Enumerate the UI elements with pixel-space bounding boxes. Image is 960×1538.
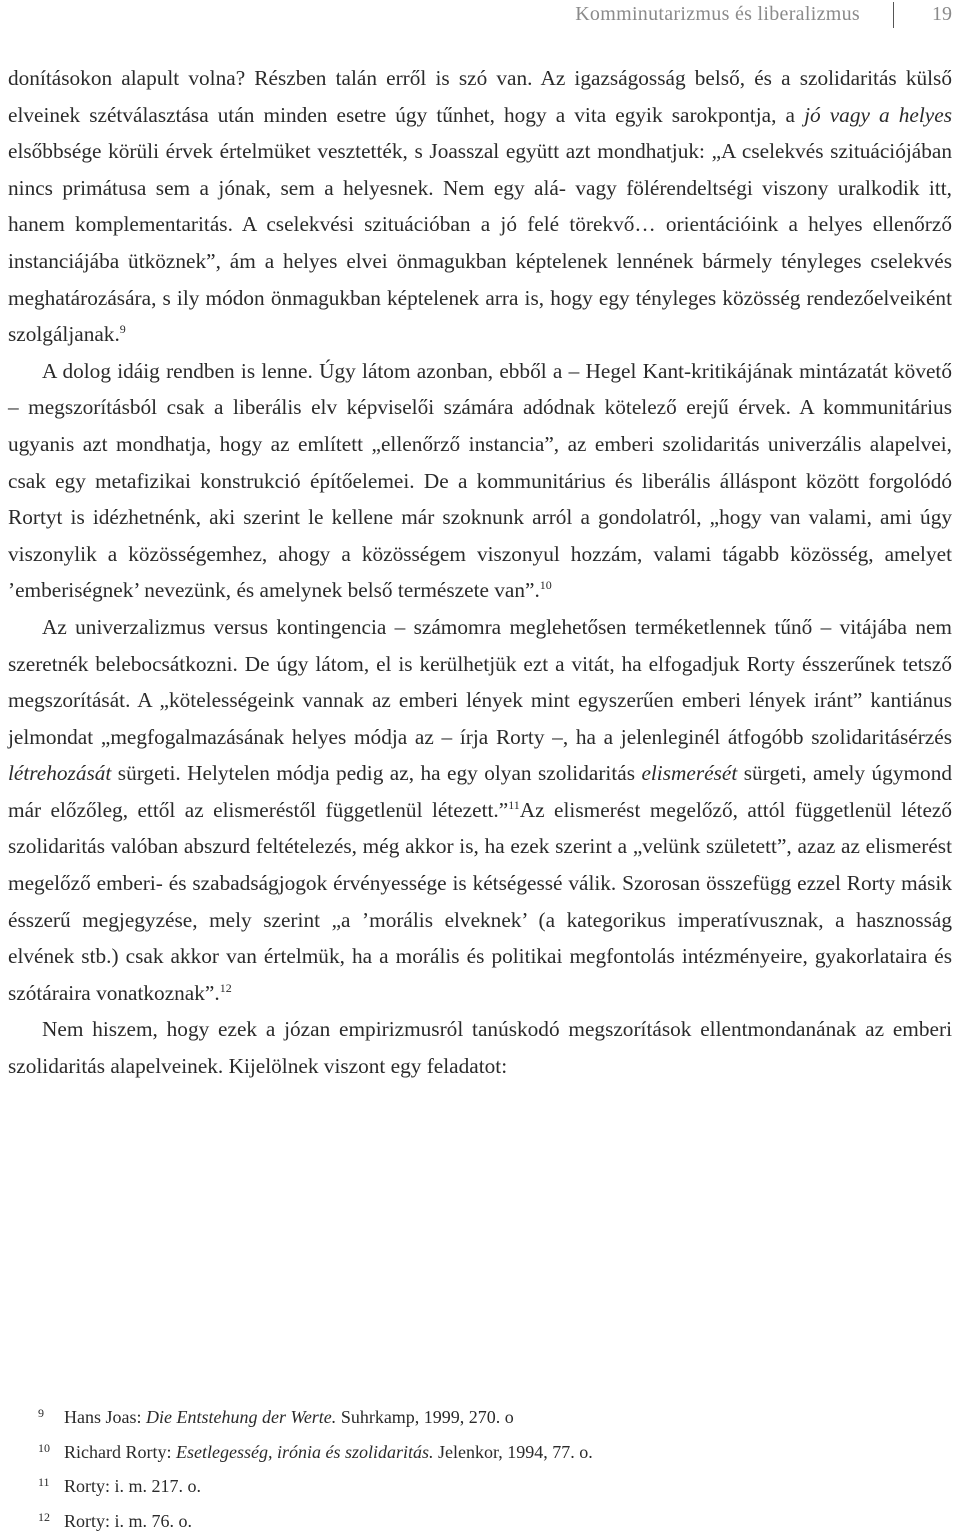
running-title: Komminutarizmus és liberalizmus <box>575 3 860 26</box>
footnote-number: 12 <box>38 1500 50 1535</box>
footnotes <box>8 1400 952 1538</box>
body-text <box>8 60 952 1085</box>
header-divider <box>893 2 894 28</box>
footnote: 11 Rorty: i. m. 217. o. <box>8 1469 952 1504</box>
footnote-number: 11 <box>38 1465 50 1500</box>
footnote-number: 10 <box>38 1431 50 1466</box>
footnote: 12 Rorty: i. m. 76. o. <box>8 1504 952 1538</box>
paragraph-4: Nem hiszem, hogy ezek a józan empirizmusról tanúskodó megszorítások ellentmondanának az emberi szolidaritás alapelveinek. Kijelölnek viszont egy feladatot: <box>8 1011 952 1084</box>
footnote-ref[interactable]: 11 <box>508 798 520 812</box>
page-header <box>0 0 960 36</box>
footnote-ref[interactable]: 10 <box>540 578 552 592</box>
paragraph-3: Az univerzalizmus versus kontingencia – számomra meglehetősen terméketlennek tűnő – vitájába nem szeretnék belebocsátkozni. De úgy látom, el is kerülhetjük ezt a vitát, ha elfogadjuk Rorty ésszerűnek tetsző megszorítását. A „kötelességeink vannak az emberi lények mint egyszerűen emberi lények iránt” kantiánus jelmondat „megfogalmazásának helyes módja az – írja Rorty –, ha a jelenleginél átfogóbb szolidaritásérzés létrehozását sürgeti. Helytelen módja pedig az, ha egy olyan szolidaritás elismerését sürgeti, amely úgymond már előzőleg, ettől az elismeréstől függetlenül létezett.”$^{11}$Az elismerést megelőző, attól függetlenül létező szolidaritás valóban abszurd feltételezés, még akkor is, ha ezek szerint a „velünk született”, azaz az elismerést megelőző emberi- és szabadságjogok érvényessége is kétségessé válik. Szorosan összefügg ezzel Rorty másik ésszerű megjegyzése, mely szerint „a ’morális elveknek’ (a kategorikus imperatívusznak, a hasznosság elvének stb.) csak akkor van értelmük, ha a morális és politikai megfontolás intézményeire, gyakorlataira és szótáraira vonatkoznak”.$^{12}$ <box>8 609 952 1012</box>
footnote-number: 9 <box>38 1396 44 1431</box>
paragraph-1: donításokon alapult volna? Részben talán erről is szó van. Az igazságosság belső, és a szolidaritás külső elveinek szétválasztása után minden esetre úgy tűnhet, hogy a vita egyik sarokpontja, a jó vagy a helyes elsőbbsége körüli érvek értelmüket vesztették, s Joasszal együtt azt mondhatjuk: „A cselekvés szituációjában nincs primátusa sem a jónak, sem a helyesnek. Nem egy alá- vagy fölérendeltségi viszony uralkodik itt, hanem komplementaritás. A cselekvési szituációban a jó felé törekvő… orientációink a helyes ellenőrző instanciájába ütköznek”, ám a helyes elvei önmagukban képtelenek lennének bármely tényleges cselekvés meghatározására, s ily módon önmagukban képtelenek arra is, hogy egy tényleges közösség rendezőelveiként szolgáljanak.$^9$ <box>8 60 952 353</box>
footnote: 10 Richard Rorty: Esetlegesség, irónia és szolidaritás. Jelenkor, 1994, 77. o. <box>8 1435 952 1470</box>
paragraph-2: A dolog idáig rendben is lenne. Úgy látom azonban, ebből a – Hegel Kant-kritikájának mintázatát követő – megszorításból csak a liberális elv képviselői számára adódnak kötelező erejű érvek. A kommunitárius ugyanis azt mondhatja, hogy az említett „ellenőrző instancia”, az emberi szolidaritás univerzális alapelvei, csak egy metafizikai konstrukció építőelemei. De a kommunitárius és liberális álláspont között forgolódó Rortyt is idézhetnénk, aki szerint le kellene már szoknunk arról a gondolatról, „hogy van valami, ami úgy viszonylik a közösségemhez, ahogy a közösségem viszonyul hozzám, valami tágabb közösség, amelyet ’emberiségnek’ nevezünk, és amelynek belső természete van”.$^{10}$ <box>8 353 952 609</box>
page-number: 19 <box>932 3 952 26</box>
footnote-ref[interactable]: 9 <box>120 322 126 336</box>
footnote: 9 Hans Joas: Die Entstehung der Werte. Suhrkamp, 1999, 270. o <box>8 1400 952 1435</box>
footnote-ref[interactable]: 12 <box>220 981 232 995</box>
